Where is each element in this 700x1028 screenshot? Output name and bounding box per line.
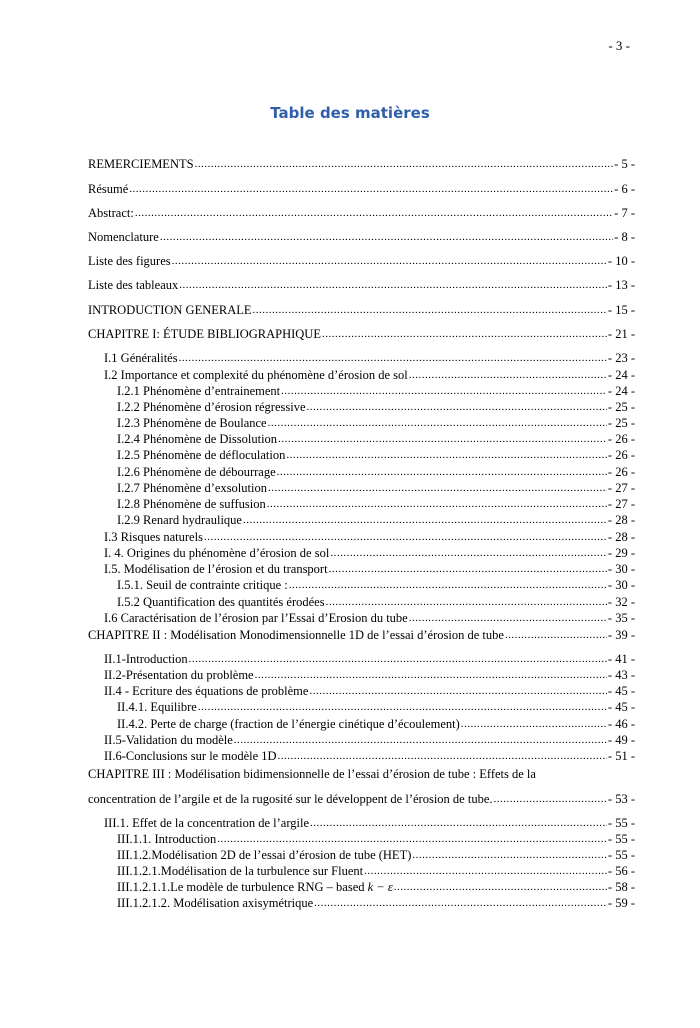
toc-entry-page: - 7 - xyxy=(614,206,635,220)
toc-entry-page: - 39 - xyxy=(607,628,635,642)
toc-entry-text: III.1.2.1.Modélisation de la turbulence sur Fluent xyxy=(117,864,364,878)
toc-entry-page: - 30 - xyxy=(607,562,635,576)
toc-entry[interactable] xyxy=(117,577,635,593)
toc-entry-text: I.2 Importance et complexité du phénomène d’érosion de sol xyxy=(104,368,408,382)
toc-entry[interactable] xyxy=(117,879,635,895)
toc-dot-leader xyxy=(394,879,607,895)
toc-entry-text: I.2.8 Phénomène de suffusion xyxy=(117,497,266,511)
toc-entry-text: II.5-Validation du modèle xyxy=(104,733,233,747)
toc-dot-leader xyxy=(461,716,607,732)
toc-entry[interactable] xyxy=(88,791,635,807)
toc-entry-page: - 51 - xyxy=(607,749,635,763)
toc-dot-leader xyxy=(204,529,607,545)
toc-entry-text: I.5. Modélisation de l’érosion et du transport xyxy=(104,562,328,576)
toc-dot-leader xyxy=(278,431,607,447)
toc-entry[interactable] xyxy=(117,594,635,610)
toc-entry[interactable] xyxy=(117,831,635,847)
toc-dot-leader xyxy=(289,577,607,593)
toc-entry-page: - 28 - xyxy=(607,530,635,544)
toc-entry-text: II.4.2. Perte de charge (fraction de l’énergie cinétique d’écoulement) xyxy=(117,717,460,731)
toc-entry[interactable] xyxy=(88,229,635,245)
toc-dot-leader xyxy=(217,831,607,847)
toc-entry-text: I.6 Caractérisation de l’érosion par l’Essai d’Erosion du tube xyxy=(104,611,408,625)
toc-entry-page: - 23 - xyxy=(607,351,635,365)
toc-entry[interactable] xyxy=(104,683,635,699)
toc-dot-leader xyxy=(281,383,607,399)
toc-entry[interactable] xyxy=(117,863,635,879)
toc-dot-leader xyxy=(309,683,606,699)
toc-entry-text: I.2.7 Phénomène d’exsolution xyxy=(117,481,267,495)
toc-dot-leader xyxy=(179,277,607,293)
toc-entry-text: I.3 Risques naturels xyxy=(104,530,203,544)
toc-entry-page: - 43 - xyxy=(607,668,635,682)
toc-entry-page: - 55 - xyxy=(607,816,635,830)
toc-entry[interactable] xyxy=(104,367,635,383)
toc-entry-page: - 13 - xyxy=(607,278,635,292)
toc-entry-text: I.2.9 Renard hydraulique xyxy=(117,513,242,527)
toc-entry[interactable] xyxy=(88,253,635,269)
toc-entry-page: - 24 - xyxy=(607,384,635,398)
toc-entry-page: - 32 - xyxy=(607,595,635,609)
toc-entry-text: I.2.2 Phénomène d’érosion régressive xyxy=(117,400,306,414)
toc-entry-page: - 28 - xyxy=(607,513,635,527)
toc-entry-text: Liste des tableaux xyxy=(88,278,179,292)
toc-entry-page: - 45 - xyxy=(607,684,635,698)
toc-entry-text: III.1. Effet de la concentration de l’argile xyxy=(104,816,309,830)
toc-entry-text: II.4 - Ecriture des équations de problème xyxy=(104,684,309,698)
toc-dot-leader xyxy=(322,326,607,342)
toc-entry[interactable] xyxy=(104,748,635,764)
toc-entry-text: CHAPITRE I: ÉTUDE BIBLIOGRAPHIQUE xyxy=(88,327,321,341)
toc-dot-leader xyxy=(409,610,607,626)
toc-entry-text: III.1.2.1.2. Modélisation axisymétrique xyxy=(117,896,314,910)
toc-entry[interactable] xyxy=(104,732,635,748)
toc-entry[interactable] xyxy=(117,415,635,431)
toc-entry[interactable] xyxy=(88,326,635,342)
toc-entry-text: I.2.5 Phénomène de défloculation xyxy=(117,448,286,462)
toc-entry[interactable] xyxy=(88,181,635,197)
toc-entry[interactable] xyxy=(117,480,635,496)
toc-dot-leader xyxy=(268,480,607,496)
toc-entry[interactable] xyxy=(117,447,635,463)
toc-entry-text: REMERCIEMENTS xyxy=(88,157,194,171)
toc-entry-page: - 25 - xyxy=(607,400,635,414)
page-number: - 3 - xyxy=(608,38,630,53)
toc-dot-leader xyxy=(172,253,607,269)
toc-dot-leader xyxy=(277,464,607,480)
toc-entry-page: - 6 - xyxy=(614,182,635,196)
toc-entry-text: II.6-Conclusions sur le modèle 1D xyxy=(104,749,277,763)
toc-entry-text: III.1.1. Introduction xyxy=(117,832,217,846)
toc-entry-math: k − ε xyxy=(367,880,393,894)
toc-entry-page: - 26 - xyxy=(607,448,635,462)
toc-entry[interactable] xyxy=(88,156,635,172)
toc-entry[interactable] xyxy=(104,651,635,667)
toc-entry-text: Résumé xyxy=(88,182,129,196)
toc-entry[interactable] xyxy=(117,716,635,732)
toc-dot-leader xyxy=(255,667,607,683)
toc-entry-text: I.2.6 Phénomène de débourrage xyxy=(117,465,276,479)
toc-entry-page: - 25 - xyxy=(607,416,635,430)
toc-entry-text: INTRODUCTION GENERALE xyxy=(88,303,252,317)
toc-entry-page: - 56 - xyxy=(607,864,635,878)
toc-entry-text: III.1.2.Modélisation 2D de l’essai d’érosion de tube (HET) xyxy=(117,848,412,862)
toc-dot-leader xyxy=(412,847,607,863)
toc-dot-leader xyxy=(267,496,607,512)
toc-entry-page: - 41 - xyxy=(607,652,635,666)
toc-dot-leader xyxy=(494,791,607,807)
toc-entry[interactable] xyxy=(104,667,635,683)
toc-entry[interactable] xyxy=(117,895,635,911)
toc-dot-leader xyxy=(307,399,607,415)
toc-entry-page: - 24 - xyxy=(607,368,635,382)
toc-entry[interactable] xyxy=(104,350,635,366)
toc-entry-text: I.2.4 Phénomène de Dissolution xyxy=(117,432,278,446)
toc-entry-page: - 49 - xyxy=(607,733,635,747)
toc-entry-page: - 26 - xyxy=(607,432,635,446)
toc-entry-text: I.5.2 Quantification des quantités érodées xyxy=(117,595,325,609)
toc-entry-page: - 55 - xyxy=(607,848,635,862)
toc-dot-leader xyxy=(253,302,607,318)
toc-entry-page: - 59 - xyxy=(607,896,635,910)
toc-dot-leader xyxy=(310,815,607,831)
toc-dot-leader xyxy=(326,594,607,610)
toc-entry-text: II.1-Introduction xyxy=(104,652,188,666)
toc-entry[interactable] xyxy=(104,545,635,561)
toc-entry[interactable] xyxy=(88,627,635,643)
toc-entry[interactable] xyxy=(117,512,635,528)
toc-entry-page: - 29 - xyxy=(607,546,635,560)
toc-entry-page: - 58 - xyxy=(607,880,635,894)
toc-entry[interactable] xyxy=(117,383,635,399)
toc-dot-leader xyxy=(189,651,607,667)
toc-entry-text: CHAPITRE II : Modélisation Monodimensionnelle 1D de l’essai d’érosion de tube xyxy=(88,628,504,642)
toc-entry[interactable] xyxy=(117,496,635,512)
toc-dot-leader xyxy=(329,561,607,577)
toc-entry-text: Liste des figures xyxy=(88,254,171,268)
toc-entry-page: - 5 - xyxy=(614,157,635,171)
toc-entry[interactable] xyxy=(104,529,635,545)
toc-dot-leader xyxy=(198,699,607,715)
toc-entry[interactable] xyxy=(117,431,635,447)
toc-entry-text: I.2.1 Phénomène d’entrainement xyxy=(117,384,281,398)
toc-entry-page: - 30 - xyxy=(607,578,635,592)
toc-entry-page: - 8 - xyxy=(614,230,635,244)
toc-dot-leader xyxy=(330,545,607,561)
toc-entry-page: - 27 - xyxy=(607,481,635,495)
toc-dot-leader xyxy=(364,863,607,879)
toc-entry-text: I.5.1. Seuil de contrainte critique : xyxy=(117,578,288,592)
page-title: Table des matières xyxy=(270,104,430,122)
toc-dot-leader xyxy=(314,895,607,911)
toc-entry-page: - 10 - xyxy=(607,254,635,268)
toc-entry-text: Nomenclature xyxy=(88,230,159,244)
toc-dot-leader xyxy=(234,732,607,748)
toc-entry[interactable] xyxy=(117,464,635,480)
toc-dot-leader xyxy=(129,181,613,197)
toc-entry-page: - 27 - xyxy=(607,497,635,511)
toc-entry[interactable] xyxy=(117,847,635,863)
toc-entry-text: III.1.2.1.1.Le modèle de turbulence RNG – based xyxy=(117,880,365,894)
toc-entry-text: II.4.1. Equilibre xyxy=(117,700,197,714)
toc-dot-leader xyxy=(505,627,607,643)
toc-entry-text: II.2-Présentation du problème xyxy=(104,668,254,682)
toc-entry-page: - 15 - xyxy=(607,303,635,317)
toc-entry-page: - 26 - xyxy=(607,465,635,479)
toc-entry[interactable] xyxy=(88,277,635,293)
toc-entry-page: - 46 - xyxy=(607,717,635,731)
toc-dot-leader xyxy=(179,350,607,366)
toc-entry[interactable] xyxy=(117,699,635,715)
toc-entry-text: concentration de l’argile et de la rugosité sur le développent de l’érosion de tube. xyxy=(88,792,493,806)
toc-entry-page: - 35 - xyxy=(607,611,635,625)
toc-entry[interactable] xyxy=(104,561,635,577)
toc-dot-leader xyxy=(160,229,613,245)
toc-dot-leader xyxy=(286,447,607,463)
toc-entry[interactable] xyxy=(104,610,635,626)
toc-entry-text: Abstract: xyxy=(88,206,134,220)
toc-entry[interactable] xyxy=(117,399,635,415)
toc-dot-leader xyxy=(243,512,607,528)
toc-dot-leader xyxy=(268,415,607,431)
toc-dot-leader xyxy=(195,156,614,172)
toc-entry-text: I.1 Généralités xyxy=(104,351,178,365)
toc-entry[interactable] xyxy=(88,302,635,318)
toc-dot-leader xyxy=(278,748,607,764)
toc-dot-leader xyxy=(135,205,613,221)
toc-entry[interactable] xyxy=(104,815,635,831)
toc-entry-page: - 21 - xyxy=(607,327,635,341)
toc-entry-page: - 55 - xyxy=(607,832,635,846)
toc-entry-page: - 45 - xyxy=(607,700,635,714)
toc-entry-text: I. 4. Origines du phénomène d’érosion de sol xyxy=(104,546,330,560)
toc-entry-page: - 53 - xyxy=(607,792,635,806)
toc-dot-leader xyxy=(409,367,607,383)
toc-entry-text: I.2.3 Phénomène de Boulance xyxy=(117,416,267,430)
toc-entry-chapter-3-line-1[interactable]: CHAPITRE III : Modélisation bidimensionnelle de l’essai d’érosion de tube : Effets de la xyxy=(88,767,536,781)
toc-entry[interactable] xyxy=(88,205,635,221)
